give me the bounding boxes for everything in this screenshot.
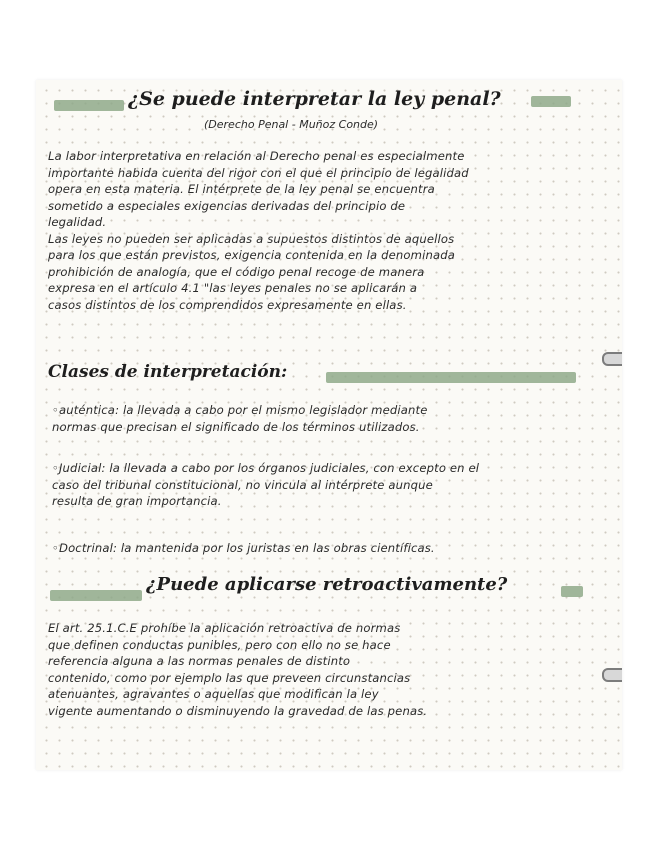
clases-highlight xyxy=(326,372,576,383)
text-line: caso del tribunal constitucional, no vincula al intérprete aunque xyxy=(52,477,433,492)
page-subtitle: (Derecho Penal - Muñoz Conde) xyxy=(204,118,379,131)
list-item-doctrinal xyxy=(44,540,609,557)
text-line: importante habida cuenta del rigor con el que el principio de legalidad xyxy=(48,165,469,180)
text-line: expresa en el artículo 4.1 "las leyes penales no se aplicarán a xyxy=(48,281,418,295)
text-line: ◦auténtica: la llevada a cabo por el mismo legislador mediante xyxy=(52,403,428,417)
section-heading-retroactivo: ¿Puede aplicarse retroactivamente? xyxy=(146,574,508,595)
text-line: prohibición de analogía, que el código penal recoge de manera xyxy=(48,264,425,279)
text-line: ◦Doctrinal: la mantenida por los juristas en las obras científicas. xyxy=(52,541,435,555)
text-line: Las leyes no pueden ser aplicadas a supuestos distintos de aquellos xyxy=(48,231,455,246)
list-item-autentica xyxy=(44,402,609,435)
intro-paragraph xyxy=(48,148,608,313)
text-line: vigente aumentando o disminuyendo la gravedad de las penas. xyxy=(48,703,428,718)
notebook-page xyxy=(36,80,622,770)
text-line: ◦Judicial: la llevada a cabo por los órganos judiciales, con excepto en el xyxy=(52,461,480,475)
text-line: El art. 25.1.C.E prohíbe la aplicación retroactiva de normas xyxy=(48,621,401,635)
text-line: que definen conductas punibles, pero con ello no se hace xyxy=(48,637,391,652)
list-item-judicial xyxy=(44,460,609,510)
text-line: contenido, como por ejemplo las que preveen circunstancias xyxy=(48,670,411,685)
binder-ring-top xyxy=(602,352,622,366)
title-highlight-left xyxy=(54,100,124,111)
text-line: casos distintos de los comprendidos expresamente en ellas. xyxy=(48,297,407,312)
text-line: atenuantes, agravantes o aquellas que modifican la ley xyxy=(48,687,379,701)
text-line: resulta de gran importancia. xyxy=(52,494,222,508)
text-line: opera en esta materia. El intérprete de la ley penal se encuentra xyxy=(48,182,435,196)
text-line: para los que están previstos, exigencia contenida en la denominada xyxy=(48,248,455,262)
section-heading-clases: Clases de interpretación: xyxy=(48,362,288,382)
page-title: ¿Se puede interpretar la ley penal? xyxy=(128,88,501,110)
text-line: normas que precisan el significado de los términos utilizados. xyxy=(52,419,420,434)
text-line: legalidad. xyxy=(48,215,107,229)
text-line: referencia alguna a las normas penales de distinto xyxy=(48,654,351,668)
title-highlight-right xyxy=(531,96,571,107)
retroactive-paragraph xyxy=(48,620,608,719)
text-line: sometido a especiales exigencias derivadas del principio de xyxy=(48,198,406,213)
retro-highlight-left xyxy=(50,590,142,601)
text-line: La labor interpretativa en relación al Derecho penal es especialmente xyxy=(48,149,465,163)
retro-highlight-right xyxy=(561,586,583,597)
